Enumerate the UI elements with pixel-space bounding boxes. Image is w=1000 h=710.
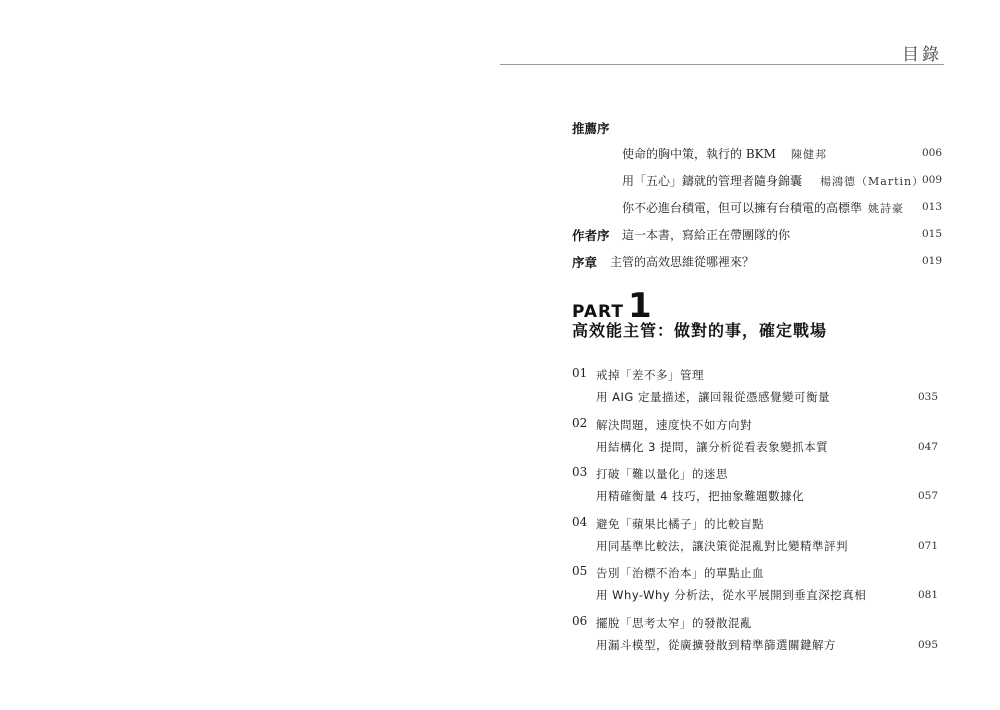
chapter-3-title: 打破「難以量化」的迷思	[596, 467, 728, 481]
recommend-item-2-page: 009	[921, 174, 942, 186]
chapter-4-title: 避免「蘋果比橘子」的比較盲點	[596, 517, 764, 531]
author-preface-page: 015	[921, 228, 942, 240]
chapter-3-subtitle: 用精確衡量 4 技巧，把抽象難題數據化	[596, 489, 805, 503]
prologue-title: 主管的高效思維從哪裡來？	[610, 255, 755, 269]
page-title: 目錄	[902, 45, 942, 65]
chapter-6-number: 06	[572, 614, 588, 628]
recommend-item-1-page: 006	[921, 147, 942, 159]
chapter-1-page: 035	[917, 391, 938, 403]
prologue-page: 019	[921, 255, 942, 267]
recommend-item-1-author: 陳健邦	[791, 148, 827, 161]
chapter-4-page: 071	[917, 540, 938, 552]
recommend-item-3-title: 你不必進台積電，但可以擁有台積電的高標準	[622, 201, 863, 215]
chapter-6-page: 095	[917, 639, 938, 651]
chapter-4-subtitle: 用同基準比較法，讓決策從混亂對比變精準評判	[596, 539, 848, 553]
recommend-label: 推薦序	[572, 121, 610, 136]
chapter-5-number: 05	[572, 564, 588, 578]
part-number: 1	[627, 286, 652, 326]
chapter-1-subtitle: 用 AIG 定量描述，讓回報從憑感覺變可衡量	[596, 390, 830, 404]
recommend-item-3-author: 姚詩豪	[868, 202, 904, 215]
header-rule	[500, 64, 944, 65]
chapter-5-page: 081	[917, 589, 938, 601]
author-preface-title: 這一本書，寫給正在帶團隊的你	[622, 228, 791, 242]
recommend-item-1-title: 使命的胸中策，執行的 BKM	[622, 147, 776, 161]
prologue-label: 序章	[572, 255, 598, 270]
chapter-1-number: 01	[572, 366, 588, 380]
chapter-6-subtitle: 用漏斗模型，從廣擴發散到精準篩選關鍵解方	[596, 638, 836, 652]
chapter-2-page: 047	[917, 441, 938, 453]
chapter-5-subtitle: 用 Why-Why 分析法，從水平展開到垂直深挖真相	[596, 588, 867, 602]
part-title: 高效能主管：做對的事，確定戰場	[572, 321, 828, 340]
chapter-4-number: 04	[572, 515, 588, 529]
chapter-2-number: 02	[572, 416, 588, 430]
author-preface-label: 作者序	[572, 228, 610, 243]
recommend-item-2-author: 楊鴻德（Martin）	[820, 175, 925, 188]
chapter-6-title: 擺脫「思考太窄」的發散混亂	[596, 616, 752, 630]
chapter-3-number: 03	[572, 465, 588, 479]
chapter-3-page: 057	[917, 490, 938, 502]
part-word: PART	[572, 302, 624, 322]
chapter-5-title: 告別「治標不治本」的單點止血	[596, 566, 764, 580]
chapter-1-title: 戒掉「差不多」管理	[596, 368, 704, 382]
chapter-2-title: 解決問題，速度快不如方向對	[596, 418, 752, 432]
recommend-item-2-title: 用「五心」鑄就的管理者隨身錦囊	[622, 174, 803, 188]
chapter-2-subtitle: 用結構化 3 提問，讓分析從看表象變抓本質	[596, 440, 829, 454]
recommend-item-3-page: 013	[921, 201, 942, 213]
